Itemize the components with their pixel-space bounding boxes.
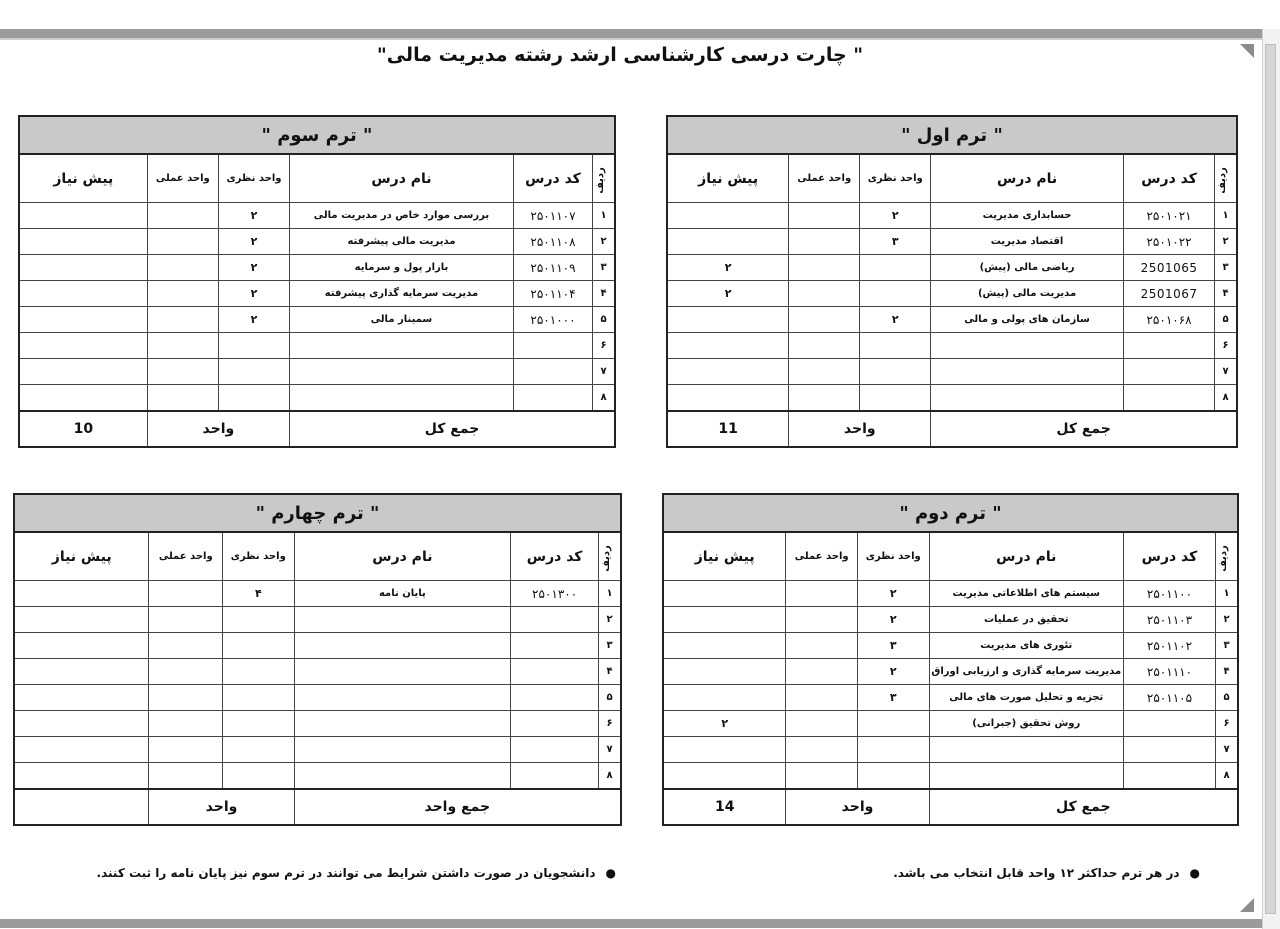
table-row bbox=[667, 385, 1237, 412]
course-code: ۲۵۰۱۰۲۲ bbox=[1123, 229, 1214, 255]
theory-units bbox=[223, 763, 295, 790]
vertical-scrollbar-thumb[interactable] bbox=[1265, 44, 1276, 914]
practical-units bbox=[147, 255, 218, 281]
practical-units bbox=[789, 307, 860, 333]
theory-units bbox=[223, 633, 295, 659]
row-idx: ۸ bbox=[599, 763, 621, 790]
prerequisite bbox=[667, 229, 789, 255]
top-border-bar bbox=[0, 29, 1262, 38]
practical-units bbox=[147, 281, 218, 307]
course-code bbox=[513, 333, 592, 359]
header-theory: واحد نظری bbox=[857, 532, 929, 581]
course-name bbox=[290, 359, 514, 385]
header-practical: واحد عملی bbox=[149, 532, 223, 581]
course-code: ۲۵۰۱۰۲۱ bbox=[1123, 203, 1214, 229]
term-title-row bbox=[663, 494, 1238, 532]
prerequisite bbox=[14, 659, 149, 685]
prerequisite bbox=[19, 281, 147, 307]
theory-units: ۲ bbox=[218, 281, 289, 307]
prerequisite: ۲ bbox=[667, 255, 789, 281]
course-name: سیستم های اطلاعاتی مدیریت bbox=[929, 581, 1123, 607]
table-row bbox=[14, 633, 621, 659]
theory-units bbox=[860, 255, 931, 281]
practical-units bbox=[149, 737, 223, 763]
header-idx-label: ردیف bbox=[1218, 544, 1230, 572]
total-row bbox=[667, 411, 1237, 447]
prerequisite bbox=[14, 633, 149, 659]
course-name bbox=[929, 737, 1123, 763]
table-row bbox=[19, 359, 615, 385]
header-name: نام درس bbox=[931, 154, 1124, 203]
theory-units: ۲ bbox=[860, 203, 931, 229]
table-row bbox=[14, 711, 621, 737]
practical-units bbox=[789, 203, 860, 229]
header-theory: واحد نظری bbox=[860, 154, 931, 203]
note-thesis bbox=[88, 866, 616, 880]
theory-units bbox=[857, 763, 929, 790]
course-name bbox=[294, 607, 511, 633]
practical-units bbox=[789, 255, 860, 281]
theory-units bbox=[860, 385, 931, 412]
row-idx: ۸ bbox=[1216, 763, 1239, 790]
bullet-icon: ● bbox=[1189, 866, 1200, 880]
table-row bbox=[663, 633, 1238, 659]
header-prereq: پیش نیاز bbox=[14, 532, 149, 581]
course-code: ۲۵۰۱۱۰۲ bbox=[1123, 633, 1215, 659]
table-row bbox=[19, 333, 615, 359]
prerequisite bbox=[663, 607, 786, 633]
header-idx bbox=[599, 532, 621, 581]
course-code: ۲۵۰۱۱۰۵ bbox=[1123, 685, 1215, 711]
row-idx: ۴ bbox=[599, 659, 621, 685]
prerequisite bbox=[663, 763, 786, 790]
course-name: مدیریت مالی (پیش) bbox=[931, 281, 1124, 307]
header-name: نام درس bbox=[929, 532, 1123, 581]
theory-units bbox=[223, 607, 295, 633]
row-idx: ۵ bbox=[1216, 685, 1239, 711]
header-practical: واحد عملی bbox=[786, 532, 858, 581]
total-row bbox=[14, 789, 621, 825]
theory-units: ۲ bbox=[218, 203, 289, 229]
prerequisite bbox=[667, 333, 789, 359]
theory-units: ۲ bbox=[218, 307, 289, 333]
note-thesis-text: دانشجویان در صورت داشتن شرایط می توانند در ترم سوم نیز پایان نامه را ثبت کنند. bbox=[96, 866, 596, 880]
note-max-units bbox=[870, 866, 1200, 880]
course-name bbox=[294, 763, 511, 790]
prerequisite bbox=[663, 633, 786, 659]
course-code: 2501065 bbox=[1123, 255, 1214, 281]
table-row bbox=[19, 203, 615, 229]
course-name: سازمان های پولی و مالی bbox=[931, 307, 1124, 333]
prerequisite bbox=[19, 307, 147, 333]
course-code bbox=[1123, 711, 1215, 737]
row-idx: ۳ bbox=[1216, 633, 1239, 659]
theory-units: ۳ bbox=[857, 685, 929, 711]
course-code: ۲۵۰۱۰۰۰ bbox=[513, 307, 592, 333]
row-idx: ۳ bbox=[599, 633, 621, 659]
course-name: تحقیق در عملیات bbox=[929, 607, 1123, 633]
theory-units bbox=[223, 659, 295, 685]
table-row bbox=[14, 763, 621, 790]
row-idx: ۸ bbox=[593, 385, 615, 412]
table-row bbox=[667, 229, 1237, 255]
header-name: نام درس bbox=[294, 532, 511, 581]
note-max-units-text: در هر ترم حداکثر ۱۲ واحد قابل انتخاب می باشد. bbox=[893, 866, 1180, 880]
total-label: جمع واحد bbox=[294, 789, 621, 825]
prerequisite bbox=[663, 659, 786, 685]
course-name bbox=[290, 333, 514, 359]
prerequisite bbox=[663, 737, 786, 763]
course-name bbox=[294, 711, 511, 737]
course-name: پایان نامه bbox=[294, 581, 511, 607]
row-idx: ۴ bbox=[1215, 281, 1237, 307]
course-code: ۲۵۰۱۰۶۸ bbox=[1123, 307, 1214, 333]
prerequisite bbox=[14, 763, 149, 790]
table-row bbox=[14, 685, 621, 711]
row-idx: ۳ bbox=[1215, 255, 1237, 281]
practical-units bbox=[147, 203, 218, 229]
term-title: " ترم اول " bbox=[667, 116, 1237, 154]
prerequisite: ۲ bbox=[663, 711, 786, 737]
course-code bbox=[1123, 737, 1215, 763]
prerequisite bbox=[667, 203, 789, 229]
term4-table bbox=[13, 493, 622, 826]
header-idx-label: ردیف bbox=[601, 544, 613, 572]
course-name bbox=[290, 385, 514, 412]
practical-units bbox=[789, 229, 860, 255]
course-name: مدیریت سرمایه گذاری و ارزیابی اوراق bbox=[929, 659, 1123, 685]
total-row bbox=[663, 789, 1238, 825]
theory-units bbox=[857, 711, 929, 737]
course-code: ۲۵۰۱۱۱۰ bbox=[1123, 659, 1215, 685]
unit-label: واحد bbox=[149, 789, 294, 825]
term-title-row bbox=[667, 116, 1237, 154]
course-name bbox=[294, 685, 511, 711]
header-prereq: پیش نیاز bbox=[663, 532, 786, 581]
course-code bbox=[511, 737, 599, 763]
practical-units bbox=[789, 281, 860, 307]
course-code bbox=[511, 659, 599, 685]
course-name: ریاضی مالی (پیش) bbox=[931, 255, 1124, 281]
practical-units bbox=[789, 333, 860, 359]
theory-units bbox=[857, 737, 929, 763]
practical-units bbox=[789, 385, 860, 412]
table-row bbox=[667, 281, 1237, 307]
theory-units: ۲ bbox=[860, 307, 931, 333]
header-code: کد درس bbox=[511, 532, 599, 581]
practical-units bbox=[786, 659, 858, 685]
row-idx: ۳ bbox=[593, 255, 615, 281]
course-name bbox=[294, 737, 511, 763]
course-code bbox=[513, 359, 592, 385]
course-code: ۲۵۰۱۱۰۰ bbox=[1123, 581, 1215, 607]
table-row bbox=[663, 581, 1238, 607]
header-prereq: پیش نیاز bbox=[19, 154, 147, 203]
row-idx: ۵ bbox=[593, 307, 615, 333]
theory-units bbox=[223, 711, 295, 737]
prerequisite bbox=[14, 737, 149, 763]
course-code: ۲۵۰۱۱۰۸ bbox=[513, 229, 592, 255]
course-name: مدیریت مالی پیشرفته bbox=[290, 229, 514, 255]
row-idx: ۱ bbox=[1216, 581, 1239, 607]
unit-label: واحد bbox=[147, 411, 289, 447]
header-idx-label: ردیف bbox=[595, 166, 607, 194]
prerequisite bbox=[19, 333, 147, 359]
practical-units bbox=[786, 737, 858, 763]
row-idx: ۷ bbox=[593, 359, 615, 385]
course-code bbox=[511, 607, 599, 633]
course-code bbox=[1123, 763, 1215, 790]
total-value bbox=[14, 789, 149, 825]
theory-units bbox=[860, 281, 931, 307]
course-name: بازار پول و سرمایه bbox=[290, 255, 514, 281]
practical-units bbox=[147, 333, 218, 359]
total-value: 10 bbox=[19, 411, 147, 447]
term3-table bbox=[18, 115, 616, 448]
row-idx: ۷ bbox=[1215, 359, 1237, 385]
table-row bbox=[14, 659, 621, 685]
course-name bbox=[931, 385, 1124, 412]
header-row bbox=[19, 154, 615, 203]
total-row bbox=[19, 411, 615, 447]
prerequisite bbox=[14, 685, 149, 711]
header-theory: واحد نظری bbox=[223, 532, 295, 581]
row-idx: ۲ bbox=[593, 229, 615, 255]
theory-units bbox=[223, 737, 295, 763]
unit-label: واحد bbox=[786, 789, 929, 825]
row-idx: ۵ bbox=[599, 685, 621, 711]
practical-units bbox=[786, 711, 858, 737]
theory-units bbox=[218, 385, 289, 412]
course-code bbox=[511, 763, 599, 790]
table-row bbox=[14, 737, 621, 763]
unit-label: واحد bbox=[789, 411, 931, 447]
practical-units bbox=[147, 359, 218, 385]
total-value: 14 bbox=[663, 789, 786, 825]
table-row bbox=[19, 281, 615, 307]
course-name: حسابداری مدیریت bbox=[931, 203, 1124, 229]
course-name: اقتصاد مدیریت bbox=[931, 229, 1124, 255]
prerequisite bbox=[19, 359, 147, 385]
practical-units bbox=[149, 659, 223, 685]
term-title-row bbox=[14, 494, 621, 532]
header-idx bbox=[593, 154, 615, 203]
row-idx: ۸ bbox=[1215, 385, 1237, 412]
prerequisite bbox=[19, 229, 147, 255]
theory-units bbox=[218, 359, 289, 385]
course-name: مدیریت سرمایه گذاری پیشرفته bbox=[290, 281, 514, 307]
table-row bbox=[663, 763, 1238, 790]
prerequisite bbox=[14, 581, 149, 607]
row-idx: ۷ bbox=[599, 737, 621, 763]
theory-units: ۲ bbox=[218, 229, 289, 255]
theory-units: ۳ bbox=[857, 633, 929, 659]
prerequisite bbox=[14, 711, 149, 737]
theory-units bbox=[860, 333, 931, 359]
theory-units: ۲ bbox=[857, 659, 929, 685]
header-practical: واحد عملی bbox=[147, 154, 218, 203]
term1-table bbox=[666, 115, 1238, 448]
table-row bbox=[663, 685, 1238, 711]
row-idx: ۶ bbox=[593, 333, 615, 359]
row-idx: ۲ bbox=[599, 607, 621, 633]
course-name bbox=[294, 633, 511, 659]
course-code bbox=[511, 685, 599, 711]
course-code: ۲۵۰۱۳۰۰ bbox=[511, 581, 599, 607]
header-idx bbox=[1216, 532, 1239, 581]
practical-units bbox=[147, 229, 218, 255]
course-code bbox=[513, 385, 592, 412]
term2-table bbox=[662, 493, 1239, 826]
course-name: بررسی موارد خاص در مدیریت مالی bbox=[290, 203, 514, 229]
table-row bbox=[667, 359, 1237, 385]
table-row bbox=[19, 255, 615, 281]
course-name: سمینار مالی bbox=[290, 307, 514, 333]
prerequisite bbox=[667, 307, 789, 333]
header-row bbox=[663, 532, 1238, 581]
course-code: ۲۵۰۱۱۰۴ bbox=[513, 281, 592, 307]
table-row bbox=[667, 203, 1237, 229]
row-idx: ۴ bbox=[593, 281, 615, 307]
header-code: کد درس bbox=[1123, 532, 1215, 581]
header-prereq: پیش نیاز bbox=[667, 154, 789, 203]
theory-units: ۲ bbox=[857, 607, 929, 633]
prerequisite bbox=[667, 385, 789, 412]
course-name bbox=[931, 359, 1124, 385]
theory-units bbox=[218, 333, 289, 359]
course-code bbox=[1123, 385, 1214, 412]
course-name bbox=[294, 659, 511, 685]
row-idx: ۴ bbox=[1216, 659, 1239, 685]
course-name bbox=[931, 333, 1124, 359]
prerequisite bbox=[663, 581, 786, 607]
practical-units bbox=[786, 633, 858, 659]
row-idx: ۶ bbox=[1215, 333, 1237, 359]
course-name: تئوری های مدیریت bbox=[929, 633, 1123, 659]
row-idx: ۱ bbox=[593, 203, 615, 229]
total-label: جمع کل bbox=[929, 789, 1238, 825]
practical-units bbox=[786, 763, 858, 790]
corner-triangle-top-icon bbox=[1240, 44, 1254, 58]
practical-units bbox=[147, 307, 218, 333]
table-row bbox=[667, 307, 1237, 333]
prerequisite bbox=[19, 203, 147, 229]
course-name: تجزیه و تحلیل صورت های مالی bbox=[929, 685, 1123, 711]
header-row bbox=[14, 532, 621, 581]
row-idx: ۱ bbox=[599, 581, 621, 607]
practical-units bbox=[147, 385, 218, 412]
bottom-border-bar bbox=[0, 919, 1262, 928]
row-idx: ۲ bbox=[1215, 229, 1237, 255]
course-code bbox=[1123, 333, 1214, 359]
header-code: کد درس bbox=[513, 154, 592, 203]
row-idx: ۵ bbox=[1215, 307, 1237, 333]
table-row bbox=[19, 385, 615, 412]
course-code: ۲۵۰۱۱۰۷ bbox=[513, 203, 592, 229]
theory-units: ۳ bbox=[860, 229, 931, 255]
theory-units: ۲ bbox=[218, 255, 289, 281]
header-idx bbox=[1215, 154, 1237, 203]
course-code: ۲۵۰۱۱۰۹ bbox=[513, 255, 592, 281]
term-title-row bbox=[19, 116, 615, 154]
prerequisite bbox=[19, 385, 147, 412]
course-code bbox=[511, 633, 599, 659]
practical-units bbox=[149, 581, 223, 607]
total-value: 11 bbox=[667, 411, 789, 447]
prerequisite bbox=[663, 685, 786, 711]
practical-units bbox=[149, 763, 223, 790]
course-code: ۲۵۰۱۱۰۳ bbox=[1123, 607, 1215, 633]
row-idx: ۶ bbox=[1216, 711, 1239, 737]
course-name: روش تحقیق (جبرانی) bbox=[929, 711, 1123, 737]
table-row bbox=[663, 711, 1238, 737]
header-theory: واحد نظری bbox=[218, 154, 289, 203]
theory-units bbox=[860, 359, 931, 385]
corner-triangle-bottom-icon bbox=[1240, 898, 1254, 912]
practical-units bbox=[149, 685, 223, 711]
practical-units bbox=[786, 581, 858, 607]
theory-units bbox=[223, 685, 295, 711]
prerequisite bbox=[667, 359, 789, 385]
row-idx: ۲ bbox=[1216, 607, 1239, 633]
table-row bbox=[19, 307, 615, 333]
table-row bbox=[667, 255, 1237, 281]
header-practical: واحد عملی bbox=[789, 154, 860, 203]
table-row bbox=[14, 581, 621, 607]
term-title: " ترم دوم " bbox=[663, 494, 1238, 532]
table-row bbox=[19, 229, 615, 255]
row-idx: ۷ bbox=[1216, 737, 1239, 763]
row-idx: ۱ bbox=[1215, 203, 1237, 229]
course-code: 2501067 bbox=[1123, 281, 1214, 307]
practical-units bbox=[789, 359, 860, 385]
course-name bbox=[929, 763, 1123, 790]
page-title: " چارت درسی کارشناسی ارشد رشته مدیریت مالی" bbox=[376, 44, 864, 66]
header-row bbox=[667, 154, 1237, 203]
top-border-line bbox=[0, 38, 1262, 40]
total-label: جمع کل bbox=[931, 411, 1237, 447]
table-row bbox=[14, 607, 621, 633]
practical-units bbox=[149, 633, 223, 659]
table-row bbox=[663, 607, 1238, 633]
course-code bbox=[511, 711, 599, 737]
course-code bbox=[1123, 359, 1214, 385]
table-row bbox=[667, 333, 1237, 359]
prerequisite bbox=[14, 607, 149, 633]
header-name: نام درس bbox=[290, 154, 514, 203]
table-row bbox=[663, 737, 1238, 763]
practical-units bbox=[786, 685, 858, 711]
prerequisite bbox=[19, 255, 147, 281]
term-title: " ترم چهارم " bbox=[14, 494, 621, 532]
bullet-icon: ● bbox=[605, 866, 616, 880]
header-code: کد درس bbox=[1123, 154, 1214, 203]
header-idx-label: ردیف bbox=[1217, 166, 1229, 194]
theory-units: ۴ bbox=[223, 581, 295, 607]
practical-units bbox=[786, 607, 858, 633]
practical-units bbox=[149, 607, 223, 633]
term-title: " ترم سوم " bbox=[19, 116, 615, 154]
row-idx: ۶ bbox=[599, 711, 621, 737]
theory-units: ۲ bbox=[857, 581, 929, 607]
practical-units bbox=[149, 711, 223, 737]
total-label: جمع کل bbox=[290, 411, 615, 447]
table-row bbox=[663, 659, 1238, 685]
prerequisite: ۲ bbox=[667, 281, 789, 307]
